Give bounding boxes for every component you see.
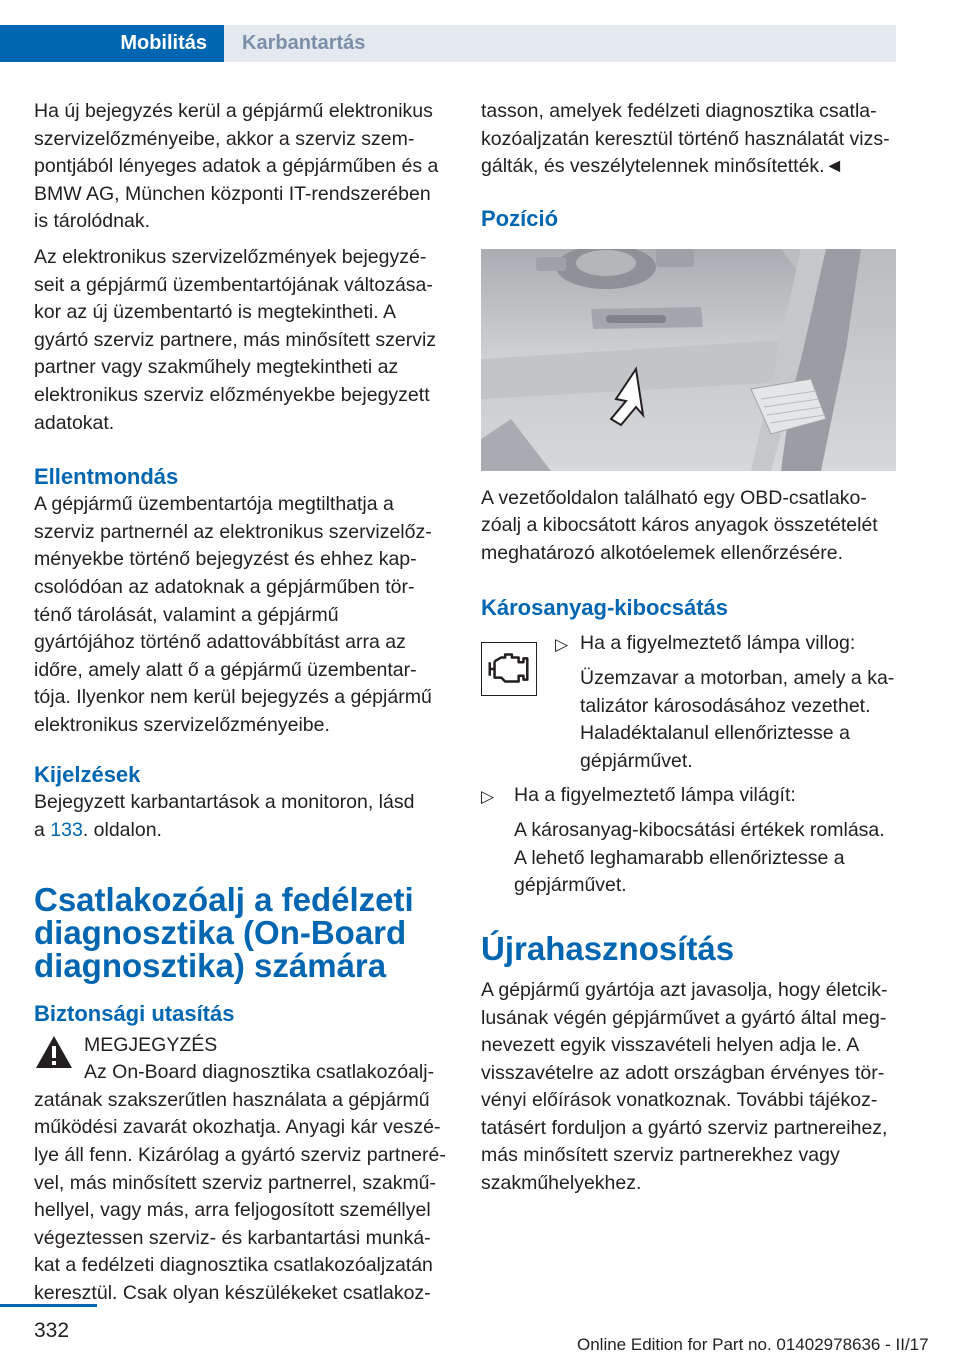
list-item [481, 782, 896, 900]
paragraph [481, 977, 896, 1198]
paragraph [34, 491, 452, 739]
text-line: meghatározó alkotóelemek ellenőrzésére. [481, 541, 844, 564]
text-line: elektronikus szervizelőzményeibe. [34, 713, 330, 736]
warning-triangle-icon [34, 1034, 74, 1070]
paragraph [34, 98, 452, 236]
text-line: gépjárművet. [514, 874, 627, 897]
left-column [34, 98, 452, 1308]
text-line: vényi előírások vonatkoznak. További tájékoz‐ [481, 1089, 878, 1112]
footer-rule [0, 1304, 97, 1307]
text-line: hellyel, vagy más, arra feljogosított személlyel [34, 1199, 431, 1222]
text-line: ményekbe történő bejegyzést és ehhez kap‐ [34, 548, 417, 571]
bullet-title: Ha a figyelmeztető lámpa villog: [580, 631, 856, 654]
heading-karosanyag: Károsanyag-kibocsátás [481, 594, 728, 620]
heading-line: Csatlakozóalj a fedélzeti [34, 880, 414, 918]
page-number: 332 [34, 1319, 70, 1342]
list-item [481, 630, 896, 776]
text-line: gyártó szerviz partnere, más minősített szerviz [34, 328, 437, 351]
paragraph [34, 789, 452, 844]
text-line: gépjárművet. [580, 749, 693, 772]
heading-line: diagnosztika) számára [34, 946, 387, 984]
text-line: gálták, és veszélytelennek minősítették.◄ [481, 155, 844, 178]
text-line: pontjából lényeges adatok a gépjárműben és a [34, 155, 439, 178]
paragraph [481, 485, 896, 568]
text-line: Haladéktalanul ellenőriztesse a [580, 722, 850, 745]
heading-biztonsagi: Biztonsági utasítás [34, 1000, 235, 1026]
text-line: visszavételre az adott országban érvényes tör‐ [481, 1061, 885, 1084]
text-line: gyártójához történő adattovábbítást arra az [34, 631, 406, 654]
text-line: nevezett egyik visszavételi helyen adja le. A [481, 1034, 860, 1057]
text-line: kor az új üzembentartó is megtekintheti. A [34, 301, 397, 324]
text-line: vel, más minősített szerviz partnerrel, szakmű‐ [34, 1171, 437, 1194]
paragraph [481, 98, 896, 181]
text-line: ténő tárolását, valamint a gépjármű [34, 603, 339, 626]
text-line: adatokat. [34, 411, 115, 434]
bullet-triangle-icon: ▷ [555, 634, 569, 654]
text-line: szakműhelyekhez. [481, 1172, 642, 1195]
text-line: elektronikus szerviz előzményekbe bejegyzett [34, 383, 430, 406]
text-line: talizátor károsodásához vezethet. [580, 694, 871, 717]
text-line: szerviz partnernél az elektronikus szervizelőz‐ [34, 520, 432, 543]
emissions-warning-block [481, 630, 896, 776]
text-line: más minősített szerviz partnerekhez vagy [481, 1144, 840, 1167]
heading-obd-socket [34, 880, 452, 984]
text-line: tasson, amelyek fedélzeti diagnosztika csatla‐ [481, 100, 877, 122]
text-line: Üzemzavar a motorban, amely a ka‐ [580, 667, 895, 690]
text-line: partner vagy szakműhely megtekintheti az [34, 356, 399, 379]
warning-notice [34, 1032, 452, 1308]
text-line: seit a gépjármű üzembentartójának változása‐ [34, 273, 433, 296]
text-line: Az On-Board diagnosztika csatlakozóalj‐ [84, 1061, 435, 1084]
text-fragment: a [34, 819, 51, 842]
text-line: végeztessen szerviz- és karbantartási munká‐ [34, 1226, 431, 1249]
section-tab-mobilitas[interactable]: Mobilitás [0, 25, 224, 62]
text-line: Bejegyzett karbantartások a monitoron, lásd [34, 791, 415, 814]
page-header [0, 0, 960, 62]
text-line: A károsanyag-kibocsátási értékek romlása. [514, 819, 885, 842]
bullet-text [514, 817, 896, 900]
text-line: működési zavarát okozhatja. Anyagi kár veszé‐ [34, 1116, 441, 1139]
text-line [34, 817, 452, 845]
edition-note: Online Edition for Part no. 01402978636 - II/17 [577, 1335, 929, 1354]
text-line: A lehető leghamarabb ellenőriztesse a [514, 846, 845, 869]
page-link-133[interactable]: 133 [50, 819, 83, 842]
text-fragment: . oldalon. [82, 819, 162, 842]
text-line: zóalj a kibocsátott káros anyagok összetételét [481, 514, 878, 537]
text-line: A gépjármű gyártója azt javasolja, hogy életcik‐ [481, 978, 888, 1001]
text-line: A gépjármű üzembentartója megtilthatja a [34, 493, 394, 516]
text-line: A vezetőoldalon található egy OBD-csatlako‐ [481, 486, 867, 509]
heading-ellentmondas: Ellentmondás [34, 464, 179, 490]
heading-line: diagnosztika (On-Board [34, 913, 407, 951]
text-line: csolódóan az adatoknak a gépjárműben tör‐ [34, 575, 415, 598]
text-line: tatásért forduljon a gyártó szerviz partnereihez, [481, 1116, 888, 1139]
bullet-title: Ha a figyelmeztető lámpa világít: [514, 783, 796, 806]
text-line: kozóaljzatán keresztül történő használatát vizs‐ [481, 127, 890, 150]
right-column [481, 98, 896, 1198]
bullet-text [580, 665, 896, 775]
text-line: időre, amely alatt ő a gépjármű üzembentar‐ [34, 658, 417, 681]
text-line: Az elektronikus szervizelőzmények bejegyzé‐ [34, 245, 427, 268]
heading-ujrahasznositas: Újrahasznosítás [481, 929, 735, 967]
obd-location-photo [481, 249, 896, 471]
warning-title: MEGJEGYZÉS [84, 1033, 218, 1056]
section-tab-karbantartas[interactable]: Karbantartás [224, 25, 896, 62]
text-line: kat a fedélzeti diagnosztika csatlakozóaljzatán [34, 1254, 433, 1277]
text-line: lye áll fenn. Kizárólag a gyártó szerviz partneré‐ [34, 1144, 446, 1167]
text-line: szervizelőzményeibe, akkor a szerviz szem‐ [34, 127, 415, 150]
heading-kijelzesek: Kijelzések [34, 762, 141, 788]
text-line: zatának szakszerűtlen használata a gépjármű [34, 1088, 430, 1111]
bullet-triangle-icon: ▷ [481, 786, 495, 806]
text-line: tója. Ilyenkor nem kerül bejegyzés a gépjármű [34, 686, 432, 709]
heading-pozicio: Pozíció [481, 205, 559, 231]
text-line: lusának végén gépjárművet a gyártó által meg‐ [481, 1006, 887, 1029]
text-line: Ha új bejegyzés kerül a gépjármű elektronikus [34, 100, 433, 122]
text-line: BMW AG, München központi IT-rendszerében [34, 182, 431, 205]
text-line: is tárolódnak. [34, 210, 150, 233]
text-line: keresztül. Csak olyan készülékeket csatlakoz‐ [34, 1282, 431, 1304]
paragraph [34, 244, 452, 437]
